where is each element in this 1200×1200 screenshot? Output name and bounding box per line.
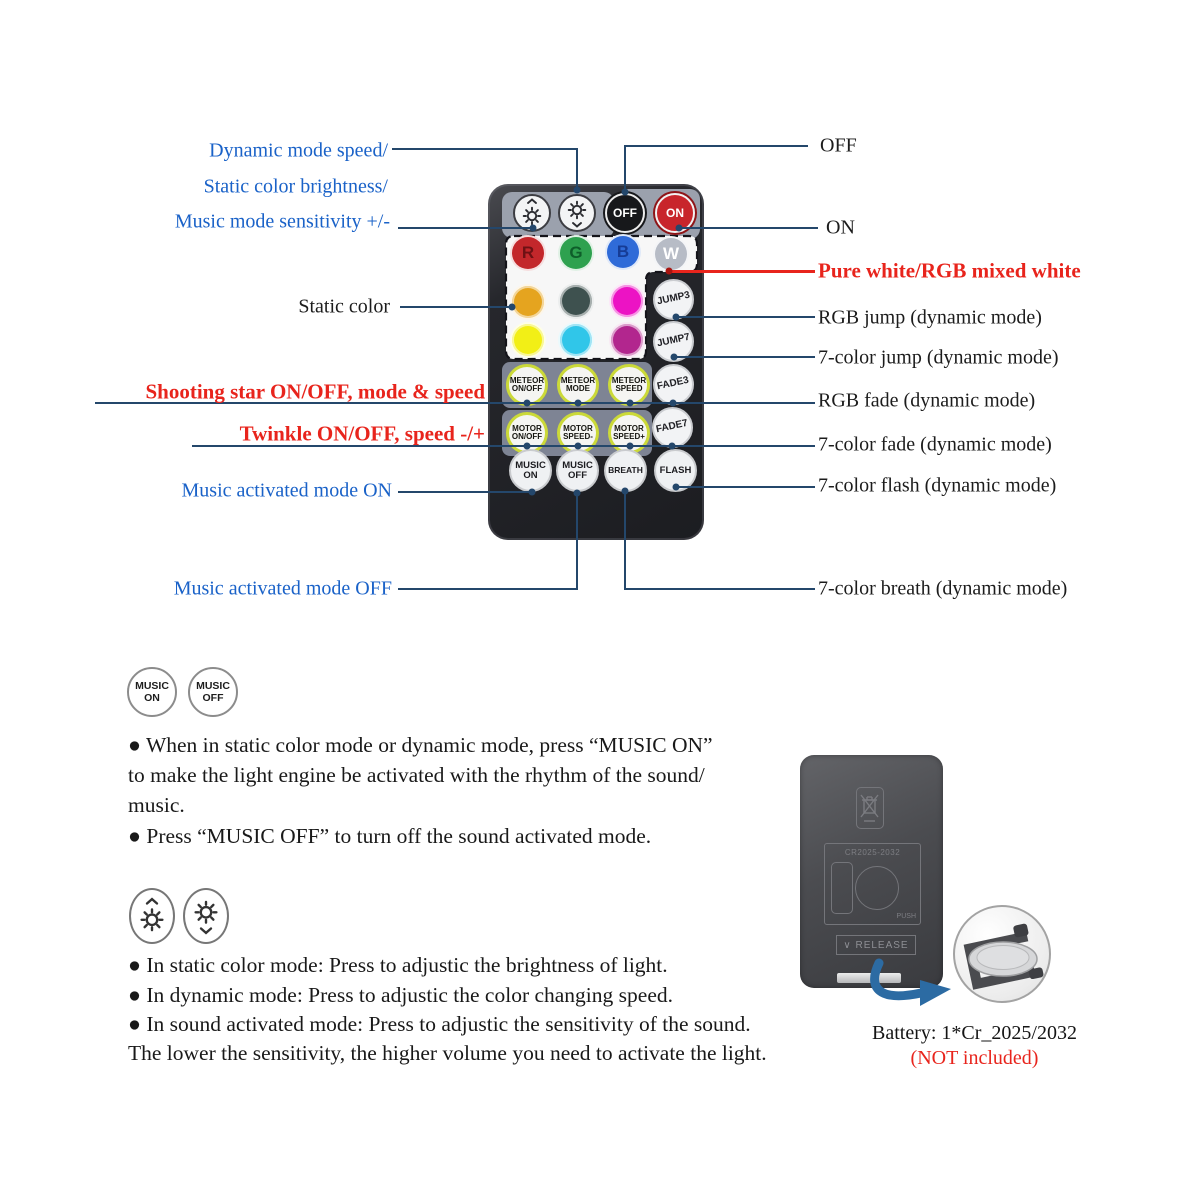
music-off-line2: OFF <box>568 469 587 481</box>
label-rgb-fade: RGB fade (dynamic mode) <box>818 389 1036 412</box>
dot-music-off <box>574 490 581 497</box>
green-button <box>558 235 594 271</box>
battery-not-included-note: (NOT included) <box>910 1047 1039 1069</box>
label-off: OFF <box>820 134 857 157</box>
music-bullet1-line3: music. <box>128 793 185 817</box>
jump7-label: JUMP7 <box>655 331 691 350</box>
jump3-label: JUMP3 <box>655 289 691 308</box>
line-dynamic-speed <box>392 148 578 150</box>
dot-fade7 <box>669 443 676 450</box>
dot-fade3 <box>670 400 677 407</box>
music-on-demo-line1: MUSIC <box>135 679 169 692</box>
color-button-amber <box>510 284 546 320</box>
green-button-label: G <box>569 243 583 263</box>
line-music-off-drop <box>576 492 578 590</box>
blue-button <box>605 234 641 270</box>
recycle-icon <box>856 787 884 829</box>
curved-arrow-icon <box>865 958 960 1013</box>
blue-button-label: B <box>616 242 630 262</box>
label-static-color-brightness: Static color brightness/ <box>203 175 388 198</box>
on-button-label: ON <box>666 205 684 220</box>
music-on-demo-button <box>127 667 177 717</box>
color-button-purple <box>609 322 645 358</box>
color-button-yellow <box>510 322 546 358</box>
brightness-down-button <box>558 194 596 232</box>
coin-battery-illustration <box>955 907 1049 1001</box>
music-bullet2: ● Press “MUSIC OFF” to turn off the sound activated mode. <box>128 824 652 848</box>
label-shooting-star: Shooting star ON/OFF, mode & speed <box>145 379 485 404</box>
music-on-line1: MUSIC <box>515 459 546 471</box>
remote-back-view <box>800 755 943 988</box>
off-button-label: OFF <box>613 205 637 220</box>
fade3-label: FADE3 <box>656 375 691 393</box>
breath-label: BREATH <box>608 465 643 476</box>
line-7color-jump <box>674 356 815 358</box>
brightness-bullet1: ● In static color mode: Press to adjustic the brightness of light. <box>128 953 668 977</box>
sun-down-icon <box>191 897 221 935</box>
label-music-activated-on: Music activated mode ON <box>181 479 392 502</box>
dot-brightness-up <box>530 225 537 232</box>
music-off-demo-line1: MUSIC <box>196 679 230 692</box>
sun-up-icon <box>137 897 167 935</box>
brightness-up-demo-button <box>129 888 175 944</box>
brightness-footnote: The lower the sensitivity, the higher volume you need to activate the light. <box>128 1041 767 1065</box>
line-static-color <box>400 306 512 308</box>
dot-meteor-mode <box>575 400 582 407</box>
flash-label: FLASH <box>659 464 692 476</box>
battery-tab-shape <box>831 862 853 914</box>
label-dynamic-mode-speed: Dynamic mode speed/ <box>209 139 388 162</box>
dot-pure-white <box>666 268 673 275</box>
motor-speed-plus-line1: MOTOR <box>614 423 644 433</box>
motor-speed-minus-line1: MOTOR <box>563 423 593 433</box>
line-rgb-jump <box>676 316 815 318</box>
red-button <box>510 235 546 271</box>
line-dynamic-speed-drop <box>576 148 578 190</box>
line-off <box>624 145 808 147</box>
battery-diagram <box>824 843 921 925</box>
dot-motor-speedminus <box>575 443 582 450</box>
meteor-speed-line2: SPEED <box>615 384 643 393</box>
dot-meteor-speed <box>627 400 634 407</box>
meteor-onoff-line1: METEOR <box>509 375 545 385</box>
release-latch <box>836 935 916 955</box>
dot-brightness-down <box>574 187 581 194</box>
dot-breath <box>622 488 629 495</box>
label-7color-flash: 7-color flash (dynamic mode) <box>818 474 1057 497</box>
fade7-label: FADE7 <box>655 418 690 436</box>
sun-down-icon <box>564 198 590 228</box>
white-button-label: W <box>662 244 680 264</box>
color-button-cyan <box>558 322 594 358</box>
music-bullet1-line1: ● When in static color mode or dynamic mode, press “MUSIC ON” <box>128 733 713 757</box>
line-breath <box>624 588 815 590</box>
dot-off <box>622 189 629 196</box>
meteor-onoff-line2: ON/OFF <box>511 384 543 393</box>
music-bullet1-line2: to make the light engine be activated with the rhythm of the sound/ <box>128 763 705 787</box>
brightness-bullet2: ● In dynamic mode: Press to adjustic the color changing speed. <box>128 983 673 1007</box>
motor-speed-minus-line2: SPEED- <box>563 432 593 441</box>
meteor-mode-line1: METEOR <box>560 375 596 385</box>
battery-coin-outline <box>855 866 899 910</box>
music-on-line2: ON <box>523 469 538 481</box>
battery-caption: Battery: 1*Cr_2025/2032 <box>872 1022 1077 1044</box>
motor-onoff-line1: MOTOR <box>512 423 542 433</box>
label-pure-white: Pure white/RGB mixed white <box>818 258 1081 283</box>
red-button-label: R <box>521 243 535 263</box>
label-rgb-jump: RGB jump (dynamic mode) <box>818 306 1042 329</box>
off-button <box>605 193 645 233</box>
music-off-demo-line2: OFF <box>202 692 224 704</box>
brightness-bullet3: ● In sound activated mode: Press to adjustic the sensitivity of the sound. <box>128 1012 751 1036</box>
sun-up-icon <box>519 198 545 228</box>
line-sensitivity <box>398 227 533 229</box>
line-pure-white <box>668 270 815 273</box>
battery-tray-inset <box>953 905 1051 1003</box>
color-button-magenta <box>609 283 645 319</box>
dot-jump7 <box>671 354 678 361</box>
label-music-activated-off: Music activated mode OFF <box>173 577 392 600</box>
meteor-speed-line1: METEOR <box>611 375 647 385</box>
label-static-color: Static color <box>298 295 390 318</box>
dot-music-on <box>529 489 536 496</box>
battery-push-text: PUSH <box>896 913 916 920</box>
breath-button <box>604 449 647 492</box>
color-button-dark-teal <box>558 283 594 319</box>
release-label: ∨ RELEASE <box>843 939 909 951</box>
brightness-down-demo-button <box>183 888 229 944</box>
label-7color-jump: 7-color jump (dynamic mode) <box>818 346 1059 369</box>
dot-motor-onoff <box>524 443 531 450</box>
music-on-demo-line2: ON <box>144 692 160 704</box>
label-twinkle: Twinkle ON/OFF, speed -/+ <box>239 421 485 446</box>
motor-speed-plus-line2: SPEED+ <box>613 432 645 441</box>
dot-meteor-onoff <box>524 400 531 407</box>
music-on-button <box>509 449 552 492</box>
battery-model-text: CR2025-2032 <box>844 848 901 857</box>
meteor-mode-line2: MODE <box>566 384 590 393</box>
dot-flash <box>673 484 680 491</box>
line-on <box>678 227 818 229</box>
label-on: ON <box>826 216 855 239</box>
line-music-on <box>398 491 532 493</box>
label-7color-fade: 7-color fade (dynamic mode) <box>818 433 1052 456</box>
line-breath-drop <box>624 490 626 590</box>
music-off-line1: MUSIC <box>562 459 593 471</box>
dot-jump3 <box>673 314 680 321</box>
music-off-demo-button <box>188 667 238 717</box>
label-music-mode-sensitivity: Music mode sensitivity +/- <box>174 210 390 233</box>
dot-motor-speedplus <box>627 443 634 450</box>
dot-static-color <box>509 304 516 311</box>
line-off-drop <box>624 146 626 192</box>
crossed-bin-glyph <box>857 788 882 827</box>
dot-on <box>676 225 683 232</box>
label-7color-breath: 7-color breath (dynamic mode) <box>818 577 1068 600</box>
music-off-button <box>556 449 599 492</box>
line-7color-flash <box>676 486 815 488</box>
white-button <box>653 236 689 272</box>
motor-onoff-line2: ON/OFF <box>511 432 543 441</box>
line-music-off <box>398 588 578 590</box>
